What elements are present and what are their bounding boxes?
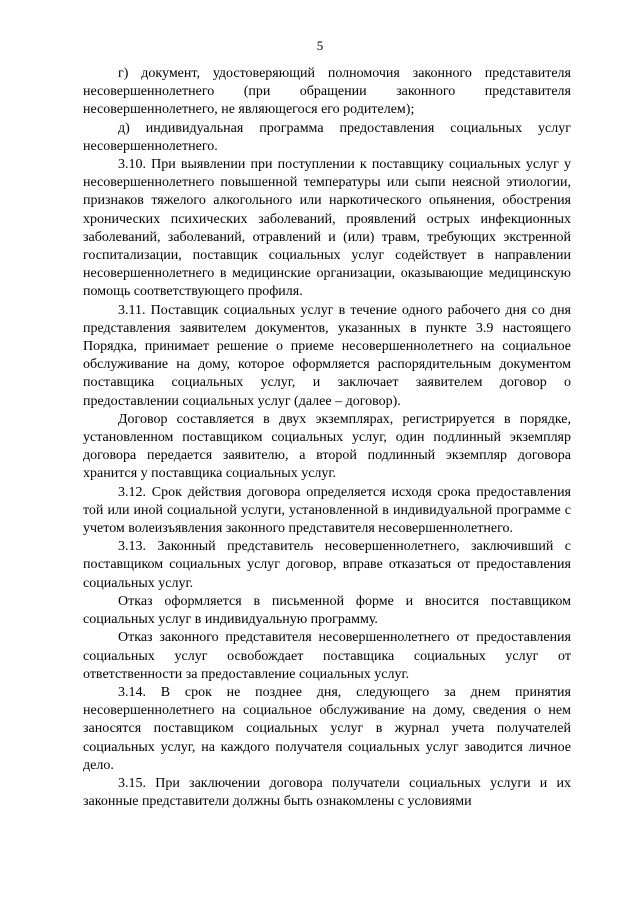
paragraph-item-g: г) документ, удостоверяющий полномочия законного представителя несовершеннолетнего (при обращении законного представителя несовершеннолетнего, не являющегося его родителем); [83,66,571,118]
page-number: 5 [316,38,324,53]
paragraph-3-11: 3.11. Поставщик социальных услуг в течение одного рабочего дня со дня представления заявителем документов, указанных в пункте 3.9 настоящего Порядка, принимает решение о приеме несовершеннолетнего на социальное обслуживание на дому, которое оформляется распорядительным документом поставщика социальных услуг, и заключает заявителем договор о предоставлении социальных услуг (далее – договор). [83,302,571,409]
document-body [83,65,571,811]
paragraph-contract-copies: Договор составляется в двух экземплярах, регистрируется в порядке, установленном поставщиком социальных услуг, один подлинный экземпляр договора передается заявителю, а второй подлинный экземпляр договора хранится у поставщика социальных услуг. [83,411,571,482]
paragraph-refusal-form: Отказ оформляется в письменной форме и вносится поставщиком социальных услуг в индивидуальную программу. [83,593,571,628]
paragraph-3-14: 3.14. В срок не позднее дня, следующего за днем принятия несовершеннолетнего на социальное обслуживание на дому, сведения о нем заносятся поставщиком социальных услуг в журнал учета получателей социальных услуг, на каждого получателя социальных услуг заводится личное дело. [83,684,571,773]
paragraph-item-d: д) индивидуальная программа предоставления социальных услуг несовершеннолетнего. [83,120,571,154]
paragraph-refusal-effect: Отказ законного представителя несовершеннолетнего от предоставления социальных услуг освобождает поставщика социальных услуг от ответственности за предоставление социальных услуг. [83,630,571,682]
paragraph-3-10: 3.10. При выявлении при поступлении к поставщику социальных услуг у несовершеннолетнего повышенной температуры или сыпи неясной этиологии, признаков тяжелого алкогольного или наркотического опьянения, обострения хронических психических заболеваний, проявлений острых инфекционных заболеваний, заболеваний, отравлений и (или) травм, требующих экстренной госпитализации, поставщик социальных услуг содействует в направлении несовершеннолетнего в медицинские организации, оказывающие медицинскую помощь соответствующего профиля. [83,157,571,300]
paragraph-3-13: 3.13. Законный представитель несовершеннолетнего, заключивший с поставщиком социальных услуг договор, вправе отказаться от предоставления социальных услуг. [83,539,571,591]
paragraph-3-12: 3.12. Срок действия договора определяется исходя срока предоставления той или иной социальной услуги, установленной в индивидуальной программе с учетом волеизъявления законного представителя несовершеннолетнего. [83,484,571,537]
paragraph-3-15: 3.15. При заключении договора получатели социальных услуги и их законные представители должны быть ознакомлены с условиями [83,775,571,810]
